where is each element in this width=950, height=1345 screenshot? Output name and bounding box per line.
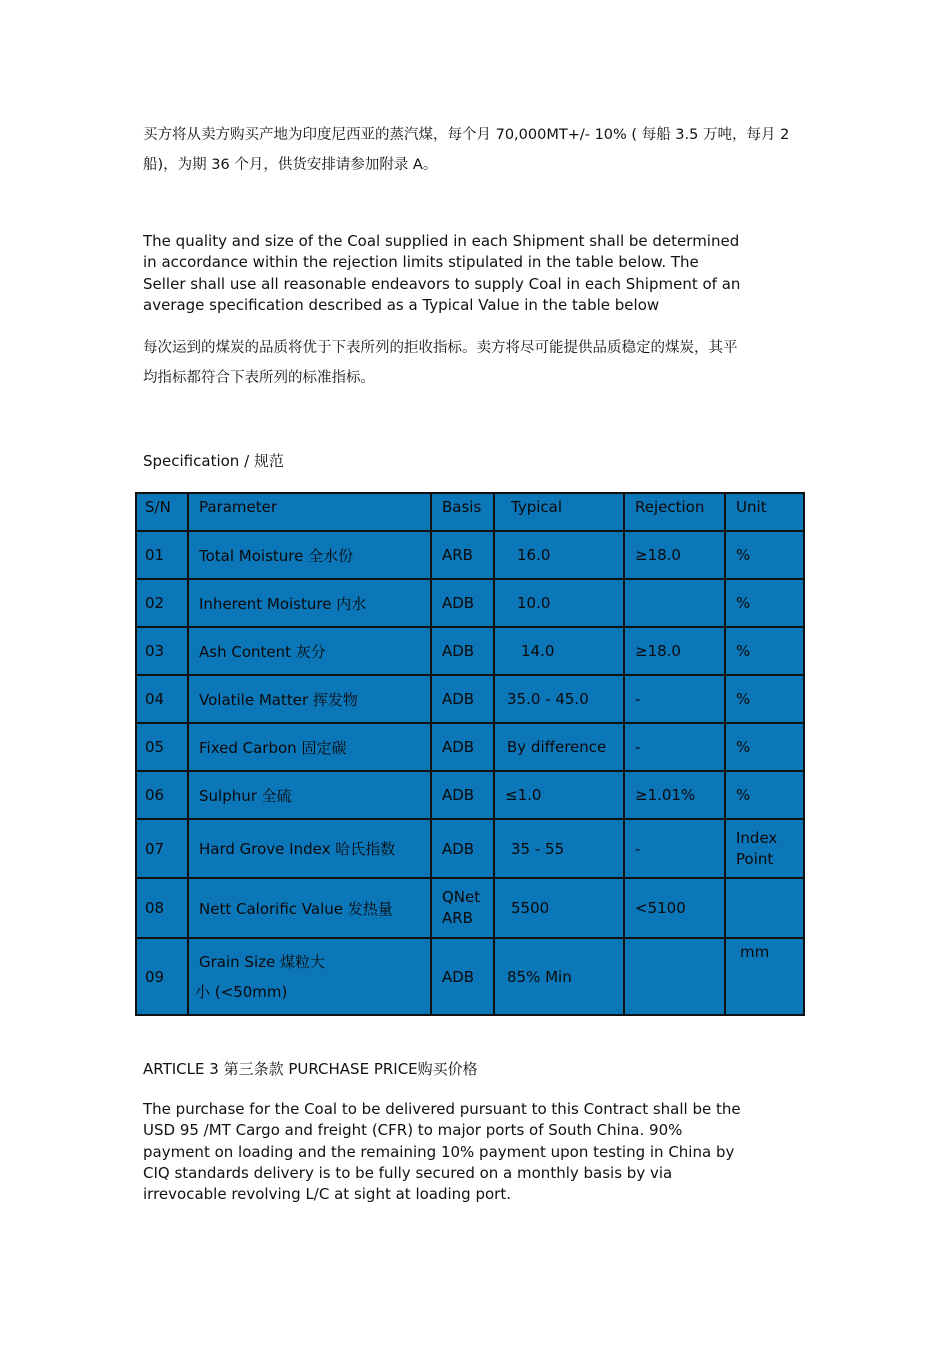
cell-unit: % bbox=[725, 627, 804, 675]
table-row bbox=[136, 938, 804, 1015]
cell-rejection: - bbox=[624, 675, 725, 723]
cell-basis-line2: ARB bbox=[442, 909, 473, 927]
cell-parameter: Total Moisture 全水份 bbox=[188, 531, 431, 579]
header-sn: S/N bbox=[136, 493, 188, 531]
cell-typical: 10.0 bbox=[494, 579, 624, 627]
cell-basis: ADB bbox=[431, 938, 494, 1015]
cell-parameter: Nett Calorific Value 发热量 bbox=[188, 878, 431, 938]
cell-parameter: Fixed Carbon 固定碳 bbox=[188, 723, 431, 771]
cell-typical: By difference bbox=[494, 723, 624, 771]
cell-parameter: Sulphur 全硫 bbox=[188, 771, 431, 819]
cell-sn: 01 bbox=[136, 531, 188, 579]
cell-unit: % bbox=[725, 579, 804, 627]
cell-rejection: ≥18.0 bbox=[624, 531, 725, 579]
table-row bbox=[136, 579, 804, 627]
cell-parameter: Volatile Matter 挥发物 bbox=[188, 675, 431, 723]
cell-unit: % bbox=[725, 675, 804, 723]
cell-sn: 03 bbox=[136, 627, 188, 675]
cell-parameter bbox=[188, 938, 431, 1015]
table-row bbox=[136, 627, 804, 675]
cell-parameter: Inherent Moisture 内水 bbox=[188, 579, 431, 627]
cell-basis-line1: QNet bbox=[442, 888, 481, 906]
cell-rejection bbox=[624, 579, 725, 627]
article-3-heading: ARTICLE 3 第三条款 PURCHASE PRICE购买价格 bbox=[143, 1060, 478, 1078]
table-row bbox=[136, 531, 804, 579]
table-row bbox=[136, 878, 804, 938]
cell-parameter: Ash Content 灰分 bbox=[188, 627, 431, 675]
cell-unit: % bbox=[725, 771, 804, 819]
cell-unit bbox=[725, 878, 804, 938]
cell-rejection: ≥1.01% bbox=[624, 771, 725, 819]
cell-sn: 05 bbox=[136, 723, 188, 771]
header-typical: Typical bbox=[494, 493, 624, 531]
cell-unit-line1: Index bbox=[736, 828, 778, 847]
table-row bbox=[136, 723, 804, 771]
cell-typical: 85% Min bbox=[494, 938, 624, 1015]
table-row bbox=[136, 771, 804, 819]
cell-basis: ADB bbox=[431, 627, 494, 675]
cell-typical: 5500 bbox=[494, 878, 624, 938]
cell-basis bbox=[431, 878, 494, 938]
cell-sn: 02 bbox=[136, 579, 188, 627]
cell-unit: mm bbox=[725, 938, 804, 1015]
cell-sn: 06 bbox=[136, 771, 188, 819]
cell-basis: ARB bbox=[431, 531, 494, 579]
cell-basis: ADB bbox=[431, 675, 494, 723]
header-parameter: Parameter bbox=[188, 493, 431, 531]
cell-typical: 16.0 bbox=[494, 531, 624, 579]
cell-parameter-line2: 小 (<50mm) bbox=[195, 982, 288, 1001]
cell-unit bbox=[725, 819, 804, 878]
cell-basis: ADB bbox=[431, 771, 494, 819]
specification-table bbox=[135, 492, 805, 1016]
cell-rejection bbox=[624, 938, 725, 1015]
header-rejection: Rejection bbox=[624, 493, 725, 531]
table-row bbox=[136, 819, 804, 878]
cell-sn: 08 bbox=[136, 878, 188, 938]
quality-paragraph-en: The quality and size of the Coal supplied in each Shipment shall be determined in accordance within the rejection limits stipulated in the table below. The Seller shall use all reasonable endeavors to supply Coal in each Shipment of an average specification described as a Typical Value in the table below bbox=[143, 232, 741, 314]
purchase-price-paragraph: The purchase for the Coal to be delivered pursuant to this Contract shall be the USD 95 /MT Cargo and freight (CFR) to major ports of South China. 90% payment on loading and the remaining 10% payment upon testing in China by CIQ standards delivery is to be fully secured on a monthly basis by via irrevocable revolving L/C at sight at loading port. bbox=[143, 1100, 741, 1204]
cell-typical: ≤1.0 bbox=[494, 771, 624, 819]
header-basis: Basis bbox=[431, 493, 494, 531]
cell-unit-line2: Point bbox=[736, 849, 774, 868]
cell-sn: 09 bbox=[136, 938, 188, 1015]
cell-sn: 07 bbox=[136, 819, 188, 878]
cell-typical: 35 - 55 bbox=[494, 819, 624, 878]
cell-rejection: ≥18.0 bbox=[624, 627, 725, 675]
table-header-row bbox=[136, 493, 804, 531]
quality-paragraph-zh: 每次运到的煤炭的品质将优于下表所列的拒收指标。卖方将尽可能提供品质稳定的煤炭，其平均指标都符合下表所列的标准指标。 bbox=[143, 340, 738, 386]
cell-typical: 35.0 - 45.0 bbox=[494, 675, 624, 723]
cell-parameter: Hard Grove Index 哈氏指数 bbox=[188, 819, 431, 878]
cell-rejection: - bbox=[624, 723, 725, 771]
cell-basis: ADB bbox=[431, 579, 494, 627]
table-row bbox=[136, 675, 804, 723]
cell-unit: % bbox=[725, 723, 804, 771]
header-unit: Unit bbox=[725, 493, 804, 531]
cell-sn: 04 bbox=[136, 675, 188, 723]
cell-basis: ADB bbox=[431, 723, 494, 771]
cell-rejection: - bbox=[624, 819, 725, 878]
cell-typical: 14.0 bbox=[494, 627, 624, 675]
intro-paragraph-zh: 买方将从卖方购买产地为印度尼西亚的蒸汽煤，每个月 70,000MT+/- 10% ( 每船 3.5 万吨，每月 2 船)，为期 36 个月，供货安排请参加附录 A。 bbox=[143, 127, 790, 173]
cell-basis: ADB bbox=[431, 819, 494, 878]
cell-unit: % bbox=[725, 531, 804, 579]
cell-parameter-line1: Grain Size 煤粒大 bbox=[199, 952, 325, 971]
cell-rejection: <5100 bbox=[624, 878, 725, 938]
specification-heading: Specification / 规范 bbox=[143, 452, 284, 470]
